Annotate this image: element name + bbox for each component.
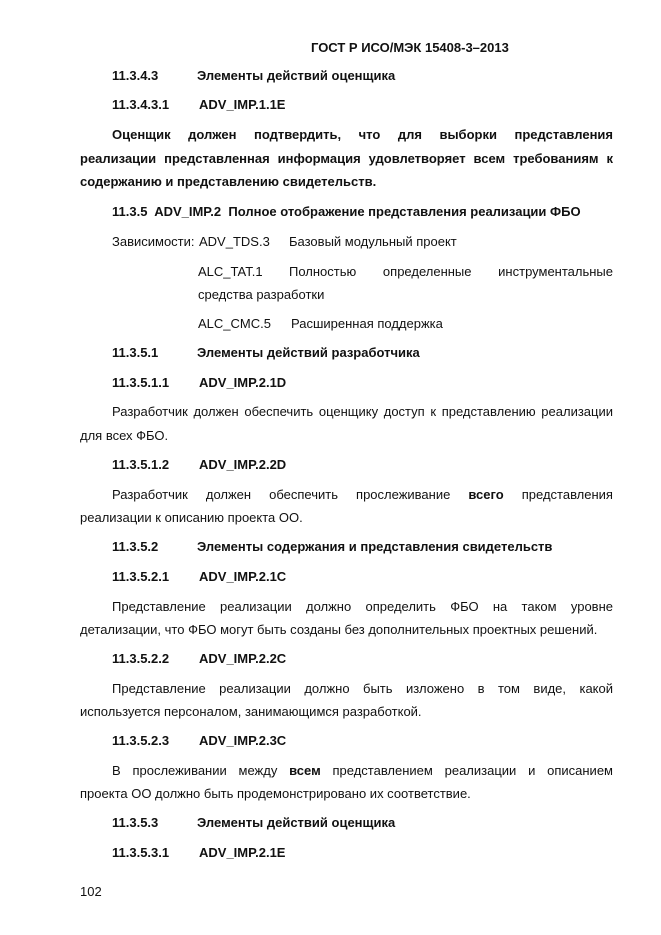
- section-number: 11.3.5.2: [112, 539, 159, 554]
- dependency-code: ADV_TDS.3: [199, 234, 270, 249]
- subclause-heading: [112, 204, 581, 219]
- section-number: 11.3.5.2.2: [112, 651, 170, 666]
- dependency-code: ALC_TAT.1: [198, 264, 263, 279]
- paragraph-line: [112, 487, 613, 502]
- paragraph-line: Представление реализации должно определить ФБО на таком уровне: [112, 599, 613, 614]
- section-title: ADV_IMP.2.2D: [199, 457, 287, 472]
- text-run: представлением реализации и описанием: [332, 763, 613, 778]
- dependency-text: Полностью определенные инструментальные: [289, 264, 613, 279]
- section-title: ADV_IMP.2.1E: [199, 845, 286, 860]
- section-number: 11.3.5.2.3: [112, 733, 170, 748]
- dependency-text: средства разработки: [198, 287, 325, 302]
- section-title: ADV_IMP.2.3C: [199, 733, 287, 748]
- section-title: Элементы действий разработчика: [197, 345, 420, 360]
- dependency-code: ALC_CMC.5: [198, 316, 271, 331]
- paragraph-line: Оценщик должен подтвердить, что для выборки представления: [112, 127, 613, 142]
- dependency-text: Базовый модульный проект: [289, 234, 457, 249]
- paragraph-line: проекта ОО должно быть продемонстрировано их соответствие.: [80, 786, 471, 801]
- section-number: 11.3.5.1: [112, 345, 159, 360]
- paragraph-line: содержанию и представлению свидетельств.: [80, 174, 377, 189]
- emphasis-text: всем: [289, 763, 321, 778]
- section-title: Элементы содержания и представления свидетельств: [197, 539, 553, 554]
- paragraph-line: для всех ФБО.: [80, 428, 169, 443]
- emphasis-text: всего: [468, 487, 504, 502]
- section-number: 11.3.5.1.2: [112, 457, 170, 472]
- section-number: 11.3.4.3: [112, 68, 159, 83]
- text-run: Разработчик должен обеспечить прослеживание: [112, 487, 451, 502]
- section-title: ADV_IMP.2.2C: [199, 651, 287, 666]
- section-title: ADV_IMP.2.1D: [199, 375, 287, 390]
- section-title: Полное отображение представления реализации ФБО: [228, 204, 581, 219]
- dependency-text: Расширенная поддержка: [291, 316, 443, 331]
- paragraph-line: детализации, что ФБО могут быть созданы без дополнительных проектных решений.: [80, 622, 598, 637]
- section-number: 11.3.5: [112, 204, 148, 219]
- paragraph-line: Разработчик должен обеспечить оценщику доступ к представлению реализации: [112, 404, 613, 419]
- paragraph-line: реализации к описанию проекта ОО.: [80, 510, 303, 525]
- section-number: 11.3.5.3: [112, 815, 159, 830]
- section-number: 11.3.5.3.1: [112, 845, 170, 860]
- section-title: ADV_IMP.2.1C: [199, 569, 287, 584]
- section-number: 11.3.4.3.1: [112, 97, 170, 112]
- section-title: Элементы действий оценщика: [197, 815, 396, 830]
- text-run: представления: [521, 487, 613, 502]
- component-code: ADV_IMP.2: [154, 204, 222, 219]
- dependencies-label: Зависимости:: [112, 234, 195, 249]
- paragraph-line: реализации представленная информация удовлетворяет всем требованиям к: [80, 151, 613, 166]
- text-run: В прослеживании между: [112, 763, 278, 778]
- document-header: ГОСТ Р ИСО/МЭК 15408-3–2013: [311, 40, 509, 55]
- section-number: 11.3.5.2.1: [112, 569, 170, 584]
- section-number: 11.3.5.1.1: [112, 375, 170, 390]
- paragraph-line: Представление реализации должно быть изложено в том виде, какой: [112, 681, 613, 696]
- section-title: ADV_IMP.1.1E: [199, 97, 286, 112]
- paragraph-line: [112, 763, 613, 778]
- paragraph-line: используется персоналом, занимающимся разработкой.: [80, 704, 422, 719]
- page-number: 102: [80, 884, 102, 899]
- section-title: Элементы действий оценщика: [197, 68, 396, 83]
